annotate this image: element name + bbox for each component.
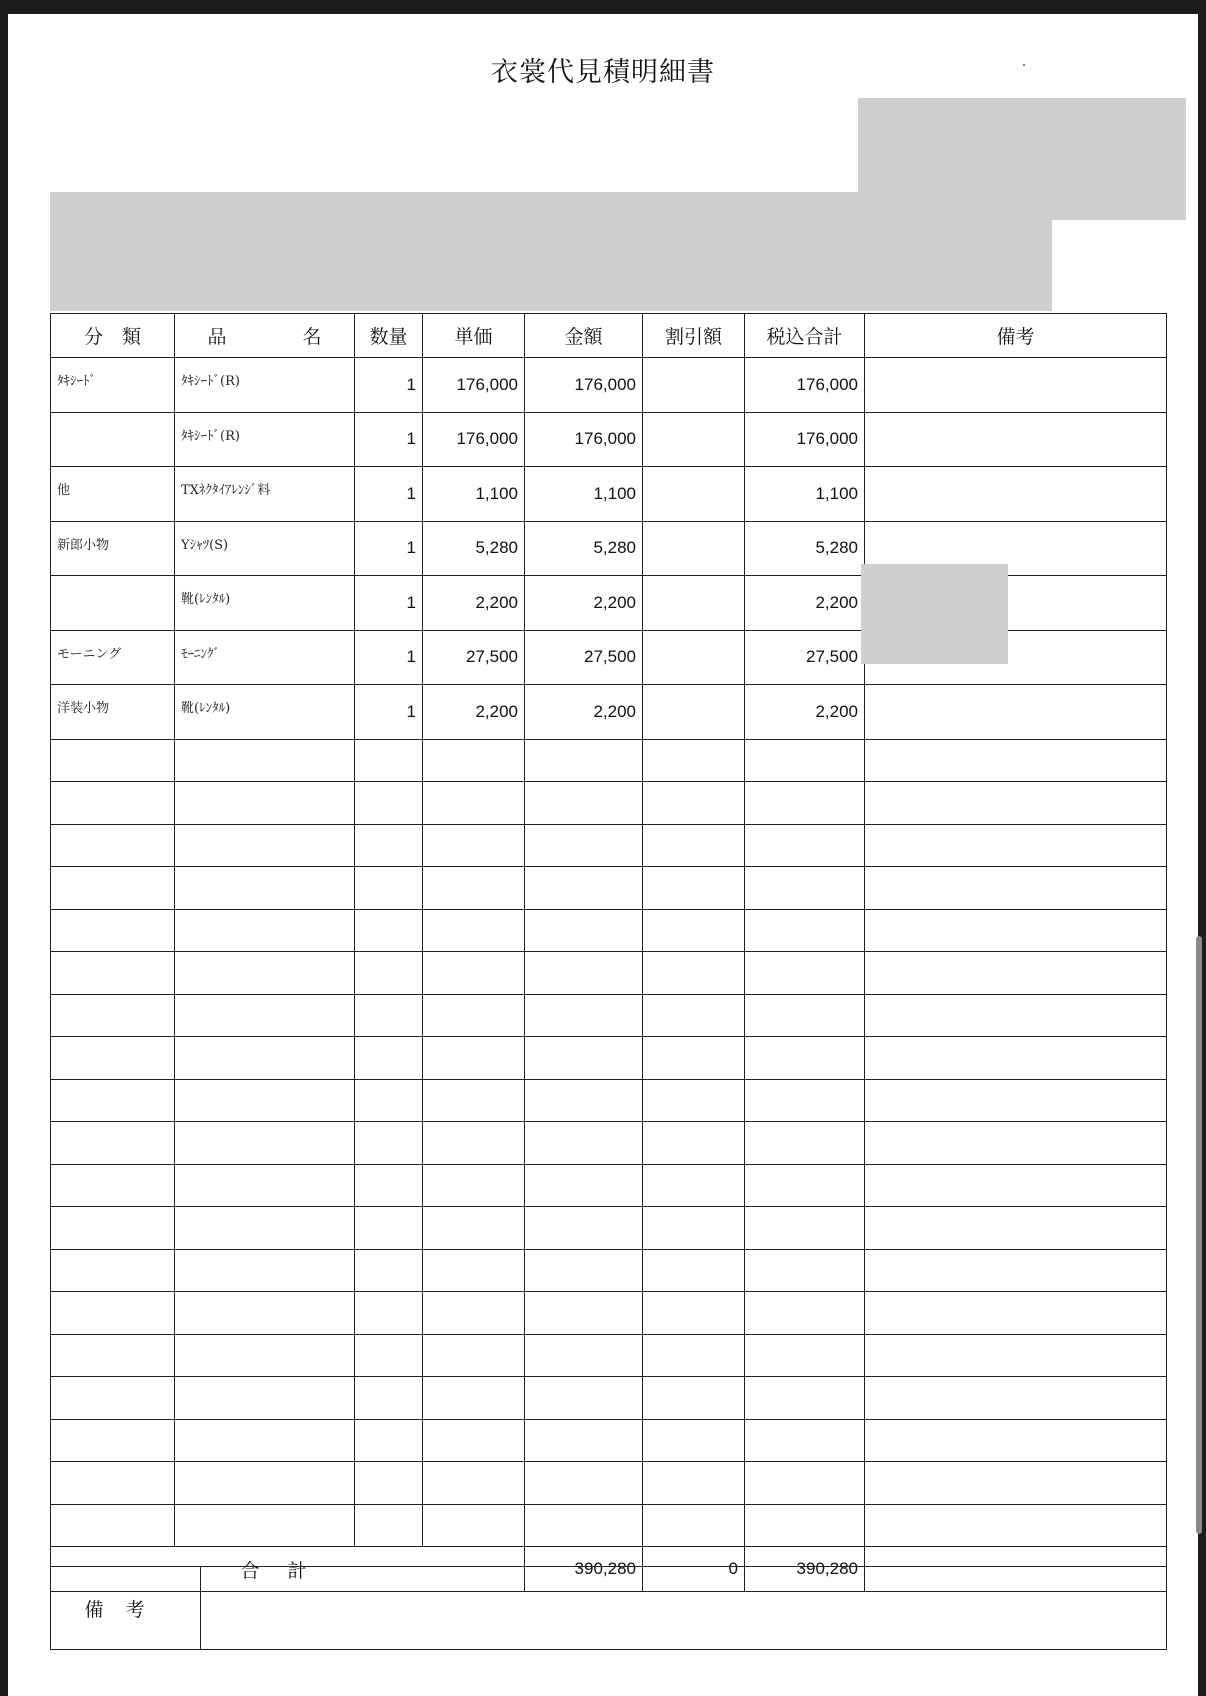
empty-cell — [355, 824, 423, 867]
redacted-block — [861, 564, 1008, 664]
empty-cell — [865, 782, 1167, 825]
header-unit-price: 単価 — [423, 314, 525, 358]
row-quantity: 1 — [355, 412, 423, 467]
empty-row — [51, 1419, 1167, 1462]
header-discount: 割引額 — [643, 314, 745, 358]
empty-cell — [355, 909, 423, 952]
empty-cell — [643, 1334, 745, 1377]
empty-cell — [423, 1207, 525, 1250]
row-quantity: 1 — [355, 576, 423, 631]
empty-cell — [865, 1462, 1167, 1505]
empty-row — [51, 1079, 1167, 1122]
empty-cell — [745, 952, 865, 995]
row-discount — [643, 630, 745, 685]
empty-cell — [51, 1249, 175, 1292]
empty-cell — [51, 824, 175, 867]
empty-cell — [643, 1504, 745, 1547]
empty-cell — [355, 739, 423, 782]
row-item-name: 靴(ﾚﾝﾀﾙ) — [175, 685, 355, 740]
row-total: 5,280 — [745, 521, 865, 576]
empty-cell — [745, 1164, 865, 1207]
empty-row — [51, 1164, 1167, 1207]
empty-cell — [423, 824, 525, 867]
empty-cell — [643, 1164, 745, 1207]
empty-cell — [175, 1249, 355, 1292]
empty-cell — [525, 994, 643, 1037]
empty-row — [51, 1122, 1167, 1165]
table-row — [51, 358, 1167, 413]
empty-cell — [355, 1122, 423, 1165]
empty-row — [51, 952, 1167, 995]
row-amount: 176,000 — [525, 412, 643, 467]
row-remarks — [865, 685, 1167, 740]
empty-cell — [51, 1419, 175, 1462]
empty-cell — [175, 994, 355, 1037]
row-discount — [643, 467, 745, 522]
total-tax-included: 390,280 — [745, 1547, 865, 1592]
empty-cell — [51, 1164, 175, 1207]
table-row — [51, 467, 1167, 522]
empty-cell — [423, 994, 525, 1037]
empty-cell — [175, 1292, 355, 1335]
row-unit-price: 2,200 — [423, 685, 525, 740]
empty-cell — [745, 909, 865, 952]
row-discount — [643, 412, 745, 467]
row-item-name: ﾀｷｼｰﾄﾞ(R) — [175, 358, 355, 413]
empty-cell — [423, 1462, 525, 1505]
row-quantity: 1 — [355, 521, 423, 576]
empty-cell — [355, 1037, 423, 1080]
empty-cell — [423, 1504, 525, 1547]
empty-cell — [643, 1377, 745, 1420]
row-total: 2,200 — [745, 685, 865, 740]
empty-cell — [525, 1419, 643, 1462]
row-item-name: 靴(ﾚﾝﾀﾙ) — [175, 576, 355, 631]
notes-field — [201, 1567, 1167, 1650]
empty-cell — [745, 739, 865, 782]
row-quantity: 1 — [355, 630, 423, 685]
row-remarks — [865, 412, 1167, 467]
empty-cell — [643, 1122, 745, 1165]
empty-cell — [525, 909, 643, 952]
empty-cell — [525, 1377, 643, 1420]
empty-cell — [51, 952, 175, 995]
empty-cell — [355, 1504, 423, 1547]
empty-cell — [423, 1037, 525, 1080]
empty-row — [51, 1292, 1167, 1335]
row-discount — [643, 358, 745, 413]
empty-cell — [865, 739, 1167, 782]
empty-cell — [175, 1037, 355, 1080]
row-item-name: Yｼｬﾂ(S) — [175, 521, 355, 576]
row-item-name: TXﾈｸﾀｲｱﾚﾝｼﾞ料 — [175, 467, 355, 522]
empty-cell — [525, 1037, 643, 1080]
scrollbar-thumb[interactable] — [1196, 936, 1202, 1534]
empty-cell — [745, 994, 865, 1037]
empty-row — [51, 824, 1167, 867]
redacted-block — [50, 192, 1052, 220]
empty-cell — [865, 1504, 1167, 1547]
empty-cell — [175, 1334, 355, 1377]
empty-cell — [355, 1292, 423, 1335]
empty-cell — [355, 952, 423, 995]
empty-cell — [643, 1419, 745, 1462]
row-unit-price: 1,100 — [423, 467, 525, 522]
empty-cell — [745, 1462, 865, 1505]
row-item-name: ﾓｰﾆﾝｸﾞ — [175, 630, 355, 685]
empty-cell — [745, 1292, 865, 1335]
empty-cell — [865, 994, 1167, 1037]
empty-cell — [525, 1122, 643, 1165]
empty-cell — [745, 782, 865, 825]
empty-cell — [745, 1037, 865, 1080]
empty-cell — [865, 1122, 1167, 1165]
header-item-name: 品 名 — [175, 314, 355, 358]
row-amount: 2,200 — [525, 576, 643, 631]
empty-cell — [525, 782, 643, 825]
row-total: 176,000 — [745, 358, 865, 413]
row-amount: 27,500 — [525, 630, 643, 685]
empty-cell — [525, 1504, 643, 1547]
empty-cell — [175, 1504, 355, 1547]
row-amount: 5,280 — [525, 521, 643, 576]
empty-cell — [865, 1037, 1167, 1080]
empty-cell — [865, 1164, 1167, 1207]
empty-cell — [525, 1207, 643, 1250]
empty-row — [51, 867, 1167, 910]
empty-cell — [355, 1334, 423, 1377]
empty-row — [51, 1249, 1167, 1292]
empty-cell — [865, 1419, 1167, 1462]
empty-cell — [51, 909, 175, 952]
empty-cell — [175, 1079, 355, 1122]
empty-row — [51, 1037, 1167, 1080]
document-title: 衣裳代見積明細書 — [491, 57, 715, 88]
empty-cell — [865, 1079, 1167, 1122]
empty-cell — [423, 1164, 525, 1207]
empty-cell — [525, 867, 643, 910]
row-category — [51, 576, 175, 631]
estimate-page — [8, 14, 1198, 1696]
empty-cell — [175, 782, 355, 825]
empty-cell — [51, 1334, 175, 1377]
empty-cell — [643, 867, 745, 910]
empty-cell — [423, 1122, 525, 1165]
empty-cell — [643, 1249, 745, 1292]
empty-cell — [865, 952, 1167, 995]
empty-cell — [423, 952, 525, 995]
row-quantity: 1 — [355, 685, 423, 740]
empty-cell — [175, 952, 355, 995]
empty-cell — [423, 1419, 525, 1462]
empty-cell — [355, 782, 423, 825]
empty-cell — [175, 739, 355, 782]
empty-cell — [355, 867, 423, 910]
row-unit-price: 27,500 — [423, 630, 525, 685]
redacted-block — [50, 219, 1052, 311]
empty-cell — [865, 909, 1167, 952]
empty-cell — [423, 1377, 525, 1420]
empty-cell — [175, 867, 355, 910]
row-category: モーニング — [51, 630, 175, 685]
empty-cell — [525, 824, 643, 867]
total-label: 合計 — [51, 1547, 525, 1592]
empty-cell — [355, 1377, 423, 1420]
row-remarks — [865, 467, 1167, 522]
scan-speck — [1023, 64, 1025, 66]
empty-cell — [355, 1164, 423, 1207]
empty-cell — [175, 909, 355, 952]
empty-row — [51, 909, 1167, 952]
empty-cell — [525, 739, 643, 782]
empty-cell — [745, 1377, 865, 1420]
notes-row — [51, 1567, 1167, 1650]
empty-cell — [175, 1377, 355, 1420]
empty-cell — [865, 1249, 1167, 1292]
empty-cell — [51, 1462, 175, 1505]
row-total: 2,200 — [745, 576, 865, 631]
empty-row — [51, 782, 1167, 825]
empty-cell — [865, 1207, 1167, 1250]
empty-cell — [865, 1377, 1167, 1420]
notes-label: 備考 — [51, 1567, 201, 1650]
empty-cell — [355, 1419, 423, 1462]
empty-cell — [51, 994, 175, 1037]
empty-cell — [525, 1164, 643, 1207]
empty-cell — [355, 994, 423, 1037]
header-remarks: 備考 — [865, 314, 1167, 358]
row-amount: 176,000 — [525, 358, 643, 413]
empty-cell — [51, 1122, 175, 1165]
empty-cell — [643, 824, 745, 867]
empty-cell — [525, 952, 643, 995]
empty-cell — [423, 867, 525, 910]
empty-cell — [175, 1122, 355, 1165]
empty-cell — [423, 739, 525, 782]
empty-cell — [643, 1037, 745, 1080]
row-amount: 2,200 — [525, 685, 643, 740]
empty-cell — [643, 1079, 745, 1122]
empty-cell — [423, 1334, 525, 1377]
table-row — [51, 412, 1167, 467]
empty-cell — [175, 824, 355, 867]
empty-cell — [745, 1419, 865, 1462]
empty-cell — [745, 867, 865, 910]
empty-row — [51, 1207, 1167, 1250]
header-tax-included-total: 税込合計 — [745, 314, 865, 358]
empty-cell — [643, 994, 745, 1037]
row-discount — [643, 521, 745, 576]
empty-cell — [745, 1249, 865, 1292]
empty-cell — [865, 1292, 1167, 1335]
empty-cell — [643, 1292, 745, 1335]
empty-cell — [51, 1207, 175, 1250]
empty-cell — [51, 1504, 175, 1547]
empty-cell — [423, 1249, 525, 1292]
row-discount — [643, 576, 745, 631]
empty-cell — [865, 824, 1167, 867]
empty-cell — [423, 909, 525, 952]
empty-cell — [51, 1377, 175, 1420]
header-category: 分 類 — [51, 314, 175, 358]
empty-cell — [643, 1462, 745, 1505]
row-remarks — [865, 358, 1167, 413]
empty-cell — [51, 1079, 175, 1122]
empty-cell — [51, 1037, 175, 1080]
row-total: 1,100 — [745, 467, 865, 522]
table-header-row — [51, 314, 1167, 358]
empty-cell — [51, 867, 175, 910]
empty-cell — [355, 1249, 423, 1292]
empty-row — [51, 739, 1167, 782]
row-item-name: ﾀｷｼｰﾄﾞ(R) — [175, 412, 355, 467]
empty-row — [51, 1504, 1167, 1547]
empty-cell — [51, 739, 175, 782]
header-amount: 金額 — [525, 314, 643, 358]
row-quantity: 1 — [355, 467, 423, 522]
row-amount: 1,100 — [525, 467, 643, 522]
row-unit-price: 5,280 — [423, 521, 525, 576]
row-category — [51, 412, 175, 467]
empty-cell — [525, 1249, 643, 1292]
row-category: 新郎小物 — [51, 521, 175, 576]
empty-cell — [745, 824, 865, 867]
empty-cell — [865, 1334, 1167, 1377]
notes-table — [50, 1566, 1167, 1650]
empty-cell — [643, 952, 745, 995]
empty-cell — [423, 1292, 525, 1335]
empty-cell — [643, 739, 745, 782]
empty-cell — [745, 1334, 865, 1377]
empty-cell — [745, 1122, 865, 1165]
empty-row — [51, 1377, 1167, 1420]
empty-cell — [643, 782, 745, 825]
total-amount: 390,280 — [525, 1547, 643, 1592]
empty-cell — [745, 1079, 865, 1122]
empty-cell — [865, 867, 1167, 910]
empty-cell — [51, 1292, 175, 1335]
row-unit-price: 2,200 — [423, 576, 525, 631]
empty-cell — [423, 782, 525, 825]
row-unit-price: 176,000 — [423, 412, 525, 467]
total-discount: 0 — [643, 1547, 745, 1592]
header-quantity: 数量 — [355, 314, 423, 358]
empty-row — [51, 1462, 1167, 1505]
empty-cell — [643, 909, 745, 952]
row-category: ﾀｷｼｰﾄﾞ — [51, 358, 175, 413]
empty-cell — [175, 1462, 355, 1505]
row-total: 176,000 — [745, 412, 865, 467]
empty-row — [51, 1334, 1167, 1377]
empty-cell — [525, 1079, 643, 1122]
row-category: 他 — [51, 467, 175, 522]
row-discount — [643, 685, 745, 740]
empty-cell — [175, 1164, 355, 1207]
empty-cell — [525, 1334, 643, 1377]
table-row — [51, 685, 1167, 740]
row-total: 27,500 — [745, 630, 865, 685]
empty-cell — [175, 1207, 355, 1250]
empty-cell — [355, 1079, 423, 1122]
empty-cell — [175, 1419, 355, 1462]
empty-cell — [355, 1207, 423, 1250]
empty-cell — [525, 1292, 643, 1335]
empty-cell — [355, 1462, 423, 1505]
estimate-table — [50, 313, 1167, 1592]
row-category: 洋装小物 — [51, 685, 175, 740]
empty-cell — [643, 1207, 745, 1250]
empty-cell — [745, 1207, 865, 1250]
empty-row — [51, 994, 1167, 1037]
empty-cell — [51, 782, 175, 825]
empty-cell — [423, 1079, 525, 1122]
empty-cell — [525, 1462, 643, 1505]
empty-cell — [745, 1504, 865, 1547]
row-unit-price: 176,000 — [423, 358, 525, 413]
row-quantity: 1 — [355, 358, 423, 413]
